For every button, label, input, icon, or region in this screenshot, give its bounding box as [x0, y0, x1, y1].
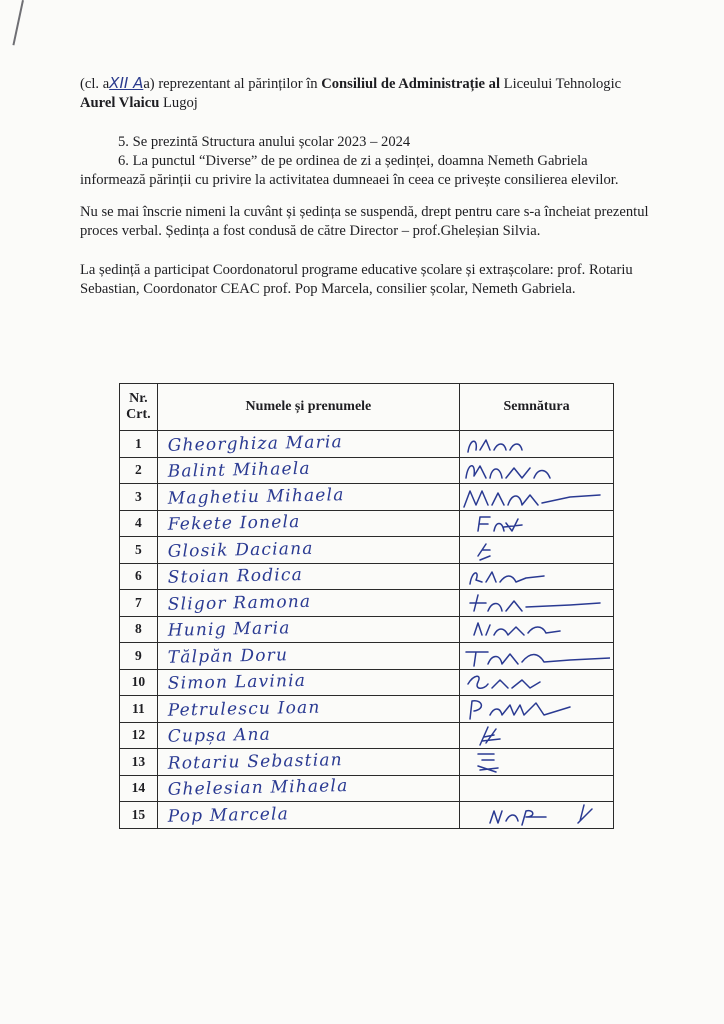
handwritten-name: Maghetiu Mihaela: [167, 484, 345, 509]
handwritten-name: Balint Mihaela: [167, 458, 311, 482]
table-row: [120, 669, 614, 696]
table-row: [120, 510, 614, 537]
handwritten-signature: [460, 591, 610, 616]
table-row: [120, 749, 614, 776]
handwritten-name: Pop Marcela: [167, 803, 290, 827]
signature-cell: [460, 775, 614, 802]
row-number: 6: [120, 563, 158, 590]
table-body: [120, 431, 614, 829]
handwritten-class: XII A: [109, 74, 144, 92]
handwritten-signature: [460, 776, 610, 801]
signature-cell: [460, 616, 614, 643]
name-cell: [157, 510, 459, 537]
header-signature: Semnătura: [460, 384, 614, 431]
closing-line-1: Nu se mai înscrie nimeni la cuvânt și ședința se suspendă, drept pentru care s-a încheiat prezentul: [80, 204, 649, 220]
table-row: [120, 484, 614, 511]
signature-cell: [460, 802, 614, 829]
closing-line-2: proces verbal. Ședința a fost condusă de către Director – prof.Gheleșian Silvia.: [80, 223, 541, 239]
name-cell: [157, 484, 459, 511]
participants-paragraph: [80, 261, 690, 299]
participants-line-1: La ședință a participat Coordonatorul programe educative școlare și extrașcolare: prof. Rotariu: [80, 262, 633, 278]
school-city: Lugoj: [159, 95, 198, 111]
signature-cell: [460, 590, 614, 617]
signature-cell: [460, 749, 614, 776]
agenda-item-6-line-1: 6. La punctul “Diverse” de pe ordinea de zi a ședinței, doamna Nemeth Gabriela: [118, 153, 588, 169]
row-number: 4: [120, 510, 158, 537]
row-number: 13: [120, 749, 158, 776]
name-cell: [157, 802, 459, 829]
name-cell: [157, 775, 459, 802]
handwritten-signature: [460, 564, 610, 589]
signature-cell: [460, 510, 614, 537]
school-name: Aurel Vlaicu: [80, 95, 160, 111]
handwritten-signature: [460, 644, 610, 669]
signature-cell: [460, 669, 614, 696]
signature-cell: [460, 484, 614, 511]
handwritten-name: Gheorghiza Maria: [167, 431, 343, 456]
name-cell: [157, 696, 459, 723]
handwritten-signature: [460, 511, 610, 536]
row-number: 15: [120, 802, 158, 829]
table-row: [120, 537, 614, 564]
agenda-item-6: [80, 152, 690, 190]
header-name: Numele și prenumele: [157, 384, 459, 431]
row-number: 7: [120, 590, 158, 617]
row-number: 2: [120, 457, 158, 484]
header-number: Nr. Crt.: [120, 384, 158, 431]
name-cell: [157, 457, 459, 484]
row-number: 11: [120, 696, 158, 723]
handwritten-signature: [460, 432, 610, 457]
table-header-row: [120, 384, 614, 431]
table-row: [120, 775, 614, 802]
handwritten-name: Fekete Ionela: [167, 512, 301, 535]
handwritten-name: Hunig Maria: [167, 618, 291, 641]
table-row: [120, 616, 614, 643]
handwritten-name: Petrulescu Ioan: [167, 697, 321, 721]
paragraph-representative: [80, 74, 680, 113]
signature-table: [119, 383, 614, 829]
table-row: [120, 457, 614, 484]
row-number: 14: [120, 775, 158, 802]
table-row: [120, 563, 614, 590]
name-cell: [157, 749, 459, 776]
handwritten-signature: [460, 750, 610, 775]
name-cell: [157, 431, 459, 458]
table-row: [120, 590, 614, 617]
signature-cell: [460, 696, 614, 723]
name-cell: [157, 669, 459, 696]
handwritten-signature: [460, 723, 610, 748]
handwritten-signature: [460, 617, 610, 642]
row-number: 1: [120, 431, 158, 458]
agenda-item-5: 5. Se prezintă Structura anului școlar 2023 – 2024: [118, 134, 411, 150]
handwritten-signature: [460, 458, 610, 483]
table-row: [120, 643, 614, 670]
signature-cell: [460, 643, 614, 670]
name-cell: [157, 563, 459, 590]
table-row: [120, 696, 614, 723]
name-cell: [157, 590, 459, 617]
handwritten-signature: [460, 803, 610, 828]
name-cell: [157, 537, 459, 564]
handwritten-signature: [460, 697, 610, 722]
handwritten-name: Glosik Daciana: [167, 538, 314, 562]
signature-cell: [460, 563, 614, 590]
name-cell: [157, 643, 459, 670]
name-cell: [157, 616, 459, 643]
row-number: 8: [120, 616, 158, 643]
handwritten-signature: [460, 485, 610, 510]
agenda-item-6-line-2: informează părinții cu privire la activitatea dumneaei în ceea ce privește consilierea elevilor.: [80, 172, 619, 188]
handwritten-signature: [460, 538, 610, 563]
handwritten-name: Cupșa Ana: [167, 724, 272, 747]
handwritten-name: Tălpăn Doru: [167, 644, 289, 668]
signature-cell: [460, 722, 614, 749]
row-number: 3: [120, 484, 158, 511]
representative-text: a) reprezentant al părinților în: [143, 76, 322, 92]
closing-paragraph: [80, 203, 690, 241]
handwritten-name: Rotariu Sebastian: [167, 749, 343, 774]
class-prefix: (cl. a: [80, 76, 110, 92]
handwritten-signature: [460, 670, 610, 695]
participants-line-2: Sebastian, Coordonator CEAC prof. Pop Marcela, consilier școlar, Nemeth Gabriela.: [80, 281, 576, 297]
council-name: Consiliul de Administrație al: [321, 76, 501, 92]
school-prefix: Liceului Tehnologic: [500, 76, 622, 92]
page-edge-mark: [12, 0, 24, 45]
table-row: [120, 431, 614, 458]
row-number: 12: [120, 722, 158, 749]
row-number: 5: [120, 537, 158, 564]
signature-cell: [460, 537, 614, 564]
signature-cell: [460, 457, 614, 484]
table-row: [120, 722, 614, 749]
table-row: [120, 802, 614, 829]
handwritten-name: Simon Lavinia: [167, 670, 307, 694]
name-cell: [157, 722, 459, 749]
row-number: 9: [120, 643, 158, 670]
signature-cell: [460, 431, 614, 458]
handwritten-name: Stoian Rodica: [167, 564, 303, 588]
handwritten-name: Sligor Ramona: [167, 591, 312, 615]
row-number: 10: [120, 669, 158, 696]
handwritten-name: Ghelesian Mihaela: [167, 776, 349, 800]
